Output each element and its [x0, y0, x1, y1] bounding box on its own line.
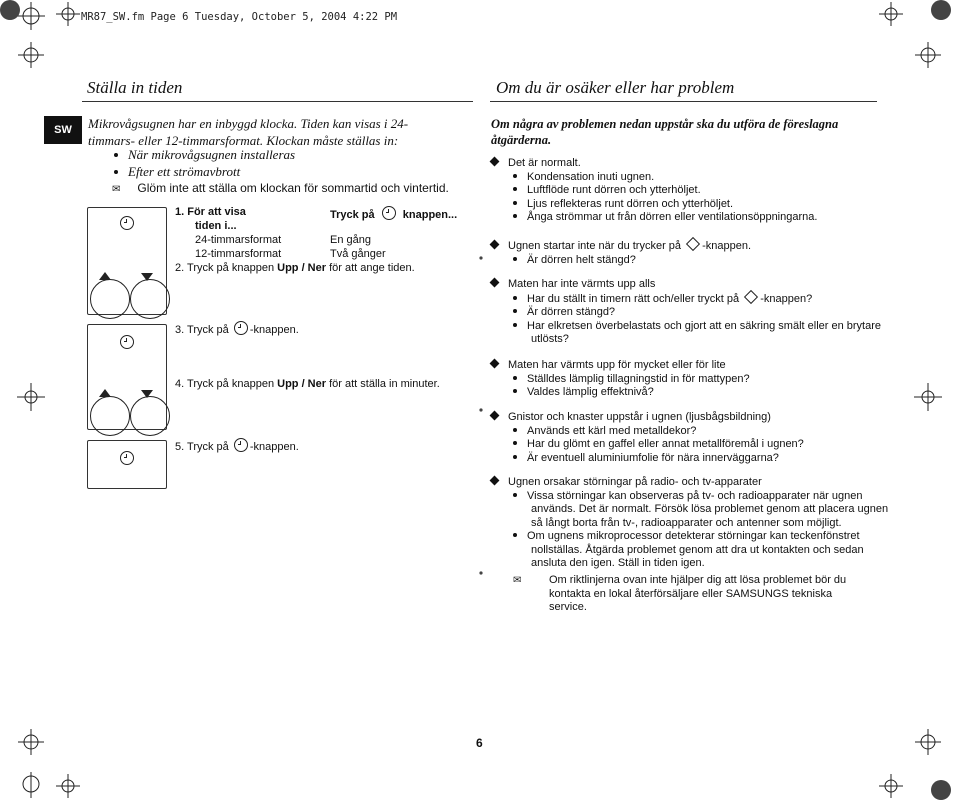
trouble-group-not-heated: Maten har inte värmts upp alls Har du ställt in timern rätt och/eller tryckt på -knappen? Är dörren stängd? Har elkretsen överbelastats och gjort att en säkring smält eller en brytare utlösts? — [491, 278, 881, 347]
section-title-left: Ställa in tiden — [87, 78, 183, 97]
print-header: MR87_SW.fm Page 6 Tuesday, October 5, 2004 4:22 PM — [81, 11, 398, 23]
trouble-group-sparks: Gnistor och knaster uppstår i ugnen (ljusbågsbildning) Används ett kärl med metalldekor? Har du glömt en gaffel eller annat metallföremål i ugnen? Är eventuell aluminiumfolie för nära innerväggarna? — [491, 411, 804, 465]
start-diamond-icon — [744, 289, 758, 303]
title-rule-left — [82, 101, 473, 102]
trouble-group-overheated: Maten har värmts upp för mycket eller för lite Ställdes lämplig tillagningstid in för mattypen? Valdes lämplig effektnivå? — [491, 359, 750, 400]
step-3: 3. Tryck på -knappen. — [175, 321, 299, 338]
diamond-bullet-icon — [490, 359, 500, 369]
trouble-group-no-start: Ugnen startar inte när du trycker på -knappen. Är dörren helt stängd? — [491, 239, 751, 267]
control-panel-illustration-3 — [87, 440, 167, 489]
list-item: När mikrovågsugnen installeras — [114, 146, 295, 163]
clock-icon — [234, 438, 248, 452]
clock-icon — [234, 321, 248, 335]
list-item: Efter ett strömavbrott — [114, 163, 295, 180]
intro-text-right: Om några av problemen nedan uppstår ska du utföra de föreslagna åtgärderna. — [491, 117, 839, 147]
bullet-list-left — [114, 146, 295, 180]
clock-icon — [382, 206, 396, 220]
step-2: 2. Tryck på knappen Upp / Ner för att ange tiden. — [175, 262, 415, 274]
title-rule-right — [490, 101, 877, 102]
language-tab: SW — [44, 116, 82, 144]
step-4: 4. Tryck på knappen Upp / Ner för att ställa in minuter. — [175, 378, 440, 390]
diamond-bullet-icon — [490, 411, 500, 421]
note-icon: ✉ — [112, 184, 121, 195]
up-button-illustration — [90, 279, 130, 319]
diamond-bullet-icon — [490, 278, 500, 288]
intro-text-left: Mikrovågsugnen har en inbyggd klocka. Tiden kan visas i 24- timmars- eller 12-timmarsformat. Klockan måste ställas in: — [88, 116, 409, 148]
trouble-group-interference: Ugnen orsakar störningar på radio- och tv-apparater Vissa störningar kan observeras på tv- och radioapparater när ugnen används. Det är normalt. Försök lösa problemet genom att placera ugnen så långt borta från tv-, radioapparater och antenner som möjligt. Om ugnens mikroprocessor detekterar störningar kan teckenfönstret nollställas. Åtgärda problemet genom att dra ut kontakten och sedan ansluta den igen. Ställ in tiden igen. — [491, 476, 888, 571]
step-5: 5. Tryck på -knappen. — [175, 438, 299, 455]
control-panel-illustration-2 — [87, 324, 167, 430]
up-button-illustration — [90, 396, 130, 436]
note-icon: ✉ — [513, 575, 522, 586]
diamond-bullet-icon — [490, 476, 500, 486]
trouble-group-normal: Det är normalt. Kondensation inuti ugnen. Luftflöde runt dörren och ytterhöljet. Ljus reflekteras runt dörren och ytterhöljet. Ånga strömmar ut från dörren eller ventilationsöppningarna. — [491, 157, 817, 225]
down-button-illustration — [130, 279, 170, 319]
clock-icon — [120, 216, 134, 230]
step-1: 1. För att visa Tryck på knappen... tiden i... 24-timmarsformat En gång 12-timmarsformat Två gånger — [175, 206, 458, 260]
down-button-illustration — [130, 396, 170, 436]
clock-icon — [120, 451, 134, 465]
diamond-bullet-icon — [490, 157, 500, 167]
diamond-bullet-icon — [490, 240, 500, 250]
section-title-right: Om du är osäker eller har problem — [496, 78, 735, 97]
clock-icon — [120, 335, 134, 349]
note-right: ✉ Om riktlinjerna ovan inte hjälper dig att lösa problemet bör du kontakta en lokal återförsäljare eller SAMSUNGS tekniska service. — [513, 574, 847, 613]
control-panel-illustration-1 — [87, 207, 167, 315]
page-number: 6 — [476, 736, 483, 750]
note-left: ✉ Glöm inte att ställa om klockan för sommartid och vintertid. — [112, 181, 449, 195]
start-diamond-icon — [686, 237, 700, 251]
